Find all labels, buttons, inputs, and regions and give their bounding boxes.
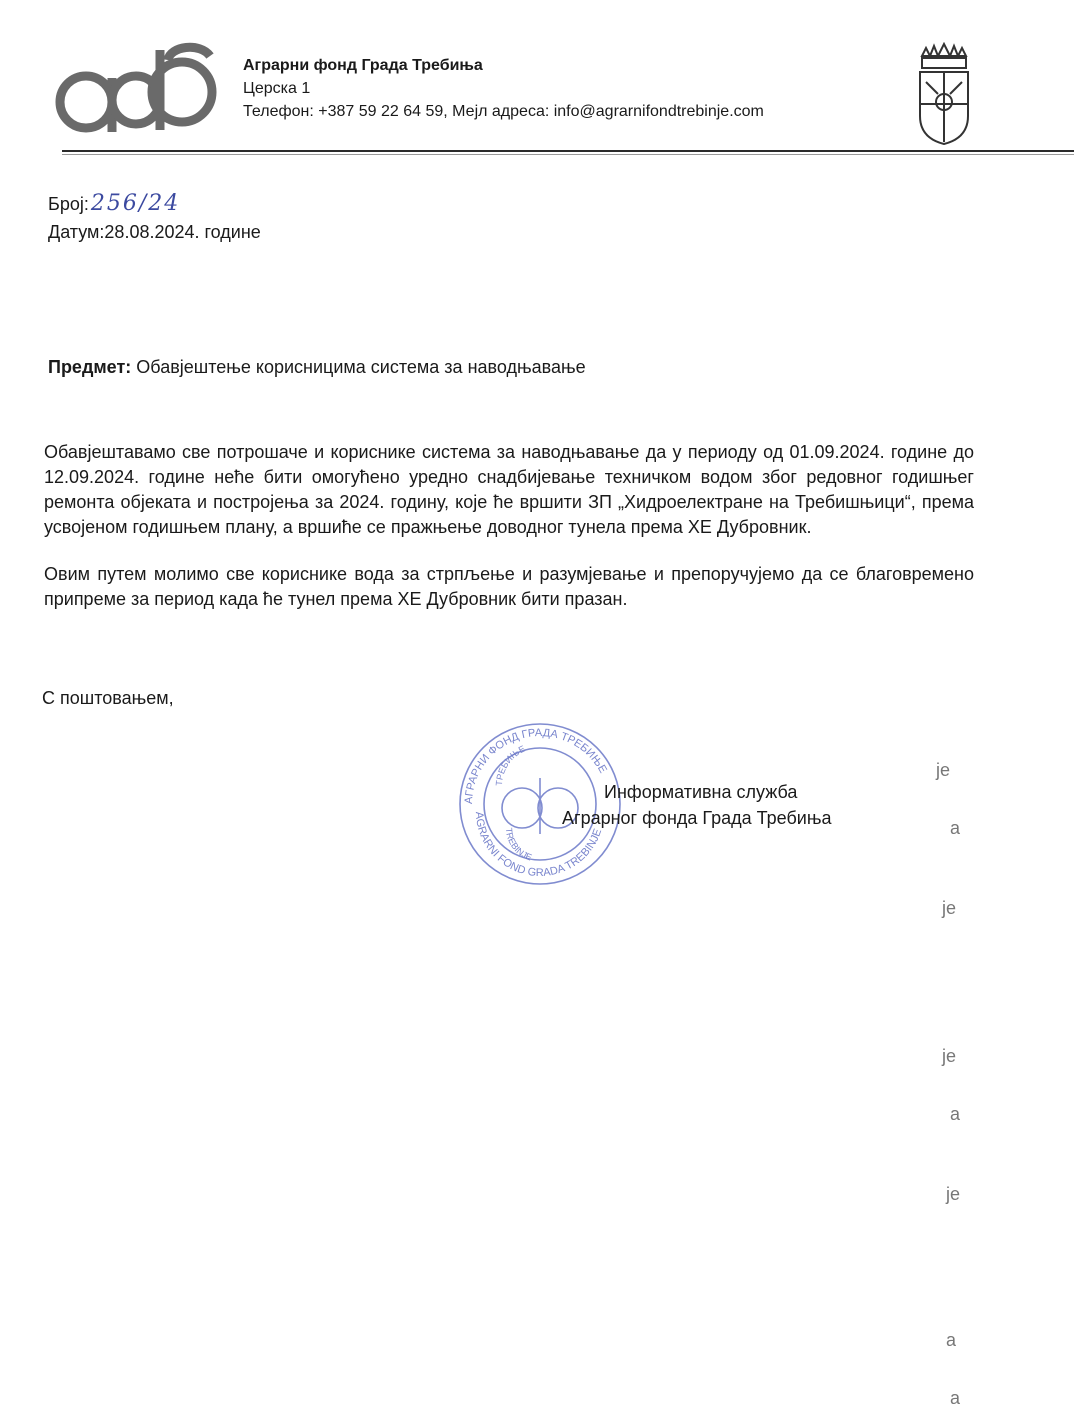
closing-salutation: С поштовањем, [42, 688, 174, 708]
document-subject [48, 357, 586, 378]
handwritten-number: 256/24 [90, 191, 181, 216]
scan-bleed-text: је [942, 898, 957, 918]
signature-line-2: Аграрног фонда Града Требиња [562, 808, 832, 828]
agrarni-fond-logo [50, 40, 226, 136]
stamp-inner-bottom-text: TREBINJE [503, 827, 534, 863]
document-date: Датум:28.08.2024. године [48, 222, 261, 242]
scan-bleed-text: а [950, 1104, 961, 1124]
letterhead-info [243, 54, 764, 123]
organization-contact: Телефон: +387 59 22 64 59, Мејл адреса: info@agrarnifondtrebinje.com [243, 103, 764, 120]
stamp-inner-top-text: ТРЕБИЊЕ [493, 743, 527, 787]
organization-name: Аграрни фонд Града Требиња [243, 57, 483, 74]
organization-address: Церска 1 [243, 80, 311, 97]
scan-bleed-text: је [942, 1046, 957, 1066]
scan-bleed-text: а [950, 1388, 961, 1408]
scan-bleed-text: је [936, 760, 951, 780]
signature-line-1: Информативна служба [604, 782, 798, 802]
stamp-outer-text: АГРАРНИ ФОНД ГРАДА ТРЕБИЊЕ [462, 726, 609, 805]
signature-block [562, 779, 831, 831]
stamp-bottom-text: AGRARNI FOND GRADA TREBINJE [472, 811, 605, 880]
scan-bleed-text: а [946, 1330, 957, 1350]
number-label: Број: [48, 194, 89, 214]
letter-body [44, 440, 974, 634]
body-paragraph-1: Обавјештавамо све потрошаче и кориснике система за наводњавање да у периоду од 01.09.2024. године до 12.09.2024. године неће бити омогућено уредно снадбијевање техничком водом због редовног годишњег ремонта објеката и постројења за 2024. годину, које ће вршити ЗП „Хидроелектране на Требишњици“, према усвојеном годишњем плану, а вршиће се пражњење доводног тунела према ХЕ Дубровник. [44, 442, 974, 537]
scan-bleed-text: а [950, 818, 961, 838]
document-number [48, 190, 261, 218]
body-paragraph-2: Овим путем молимо све кориснике вода за стрпљење и разумјевање и препоручујемо да се благовремено припреме за период када ће тунел према ХЕ Дубровник бити празан. [44, 564, 974, 609]
scan-bleed-text: је [946, 1184, 961, 1204]
subject-label: Предмет: [48, 357, 132, 377]
subject-text: Обавјештење корисницима система за наводњавање [136, 357, 586, 377]
document-meta [48, 190, 261, 246]
scan-bleed-area [906, 0, 976, 1408]
